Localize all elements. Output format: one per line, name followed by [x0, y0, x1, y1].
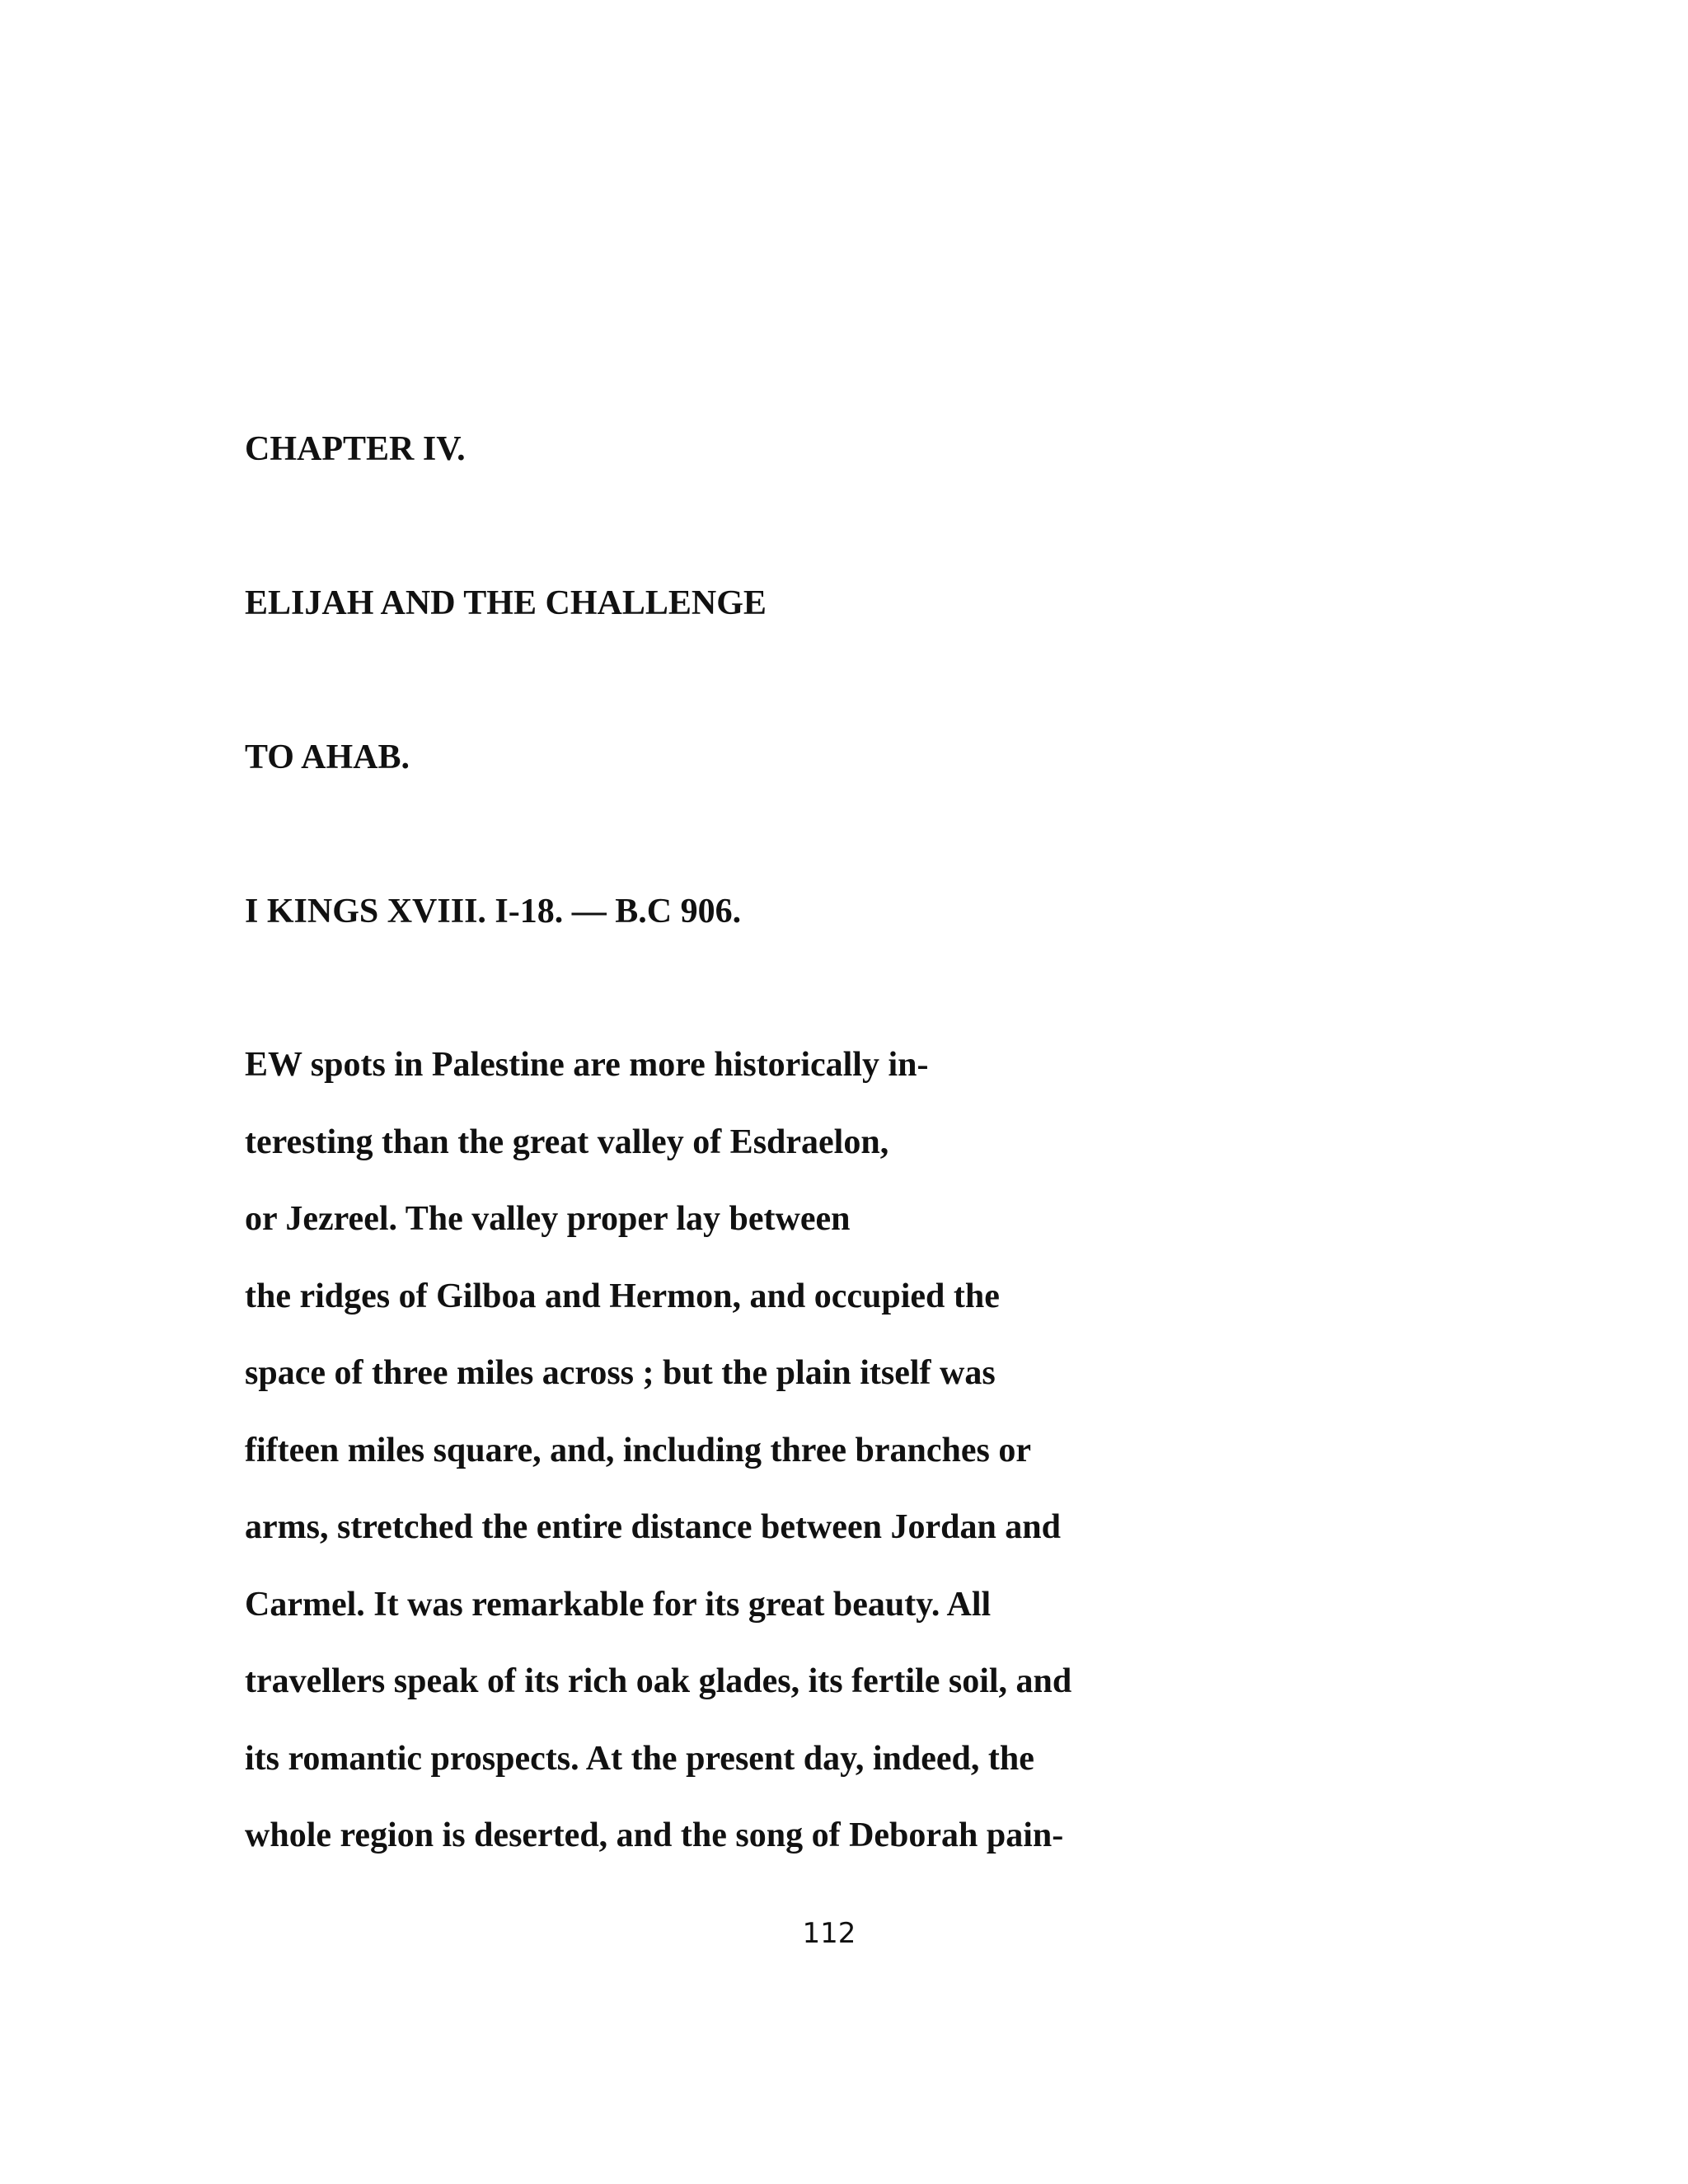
- body-line: or Jezreel. The valley proper lay between: [245, 1200, 851, 1238]
- body-line: its romantic prospects. At the present day, indeed, the: [245, 1740, 1034, 1778]
- body-line: EW spots in Palestine are more historically in-: [245, 1046, 929, 1084]
- body-line: arms, stretched the entire distance between Jordan and: [245, 1508, 1062, 1546]
- chapter-title-line-2: TO AHAB.: [245, 738, 410, 776]
- body-line: whole region is deserted, and the song of Deborah pain-: [245, 1816, 1064, 1854]
- body-line: Carmel. It was remarkable for its great beauty. All: [245, 1586, 992, 1624]
- body-line: space of three miles across ; but the plain itself was: [245, 1354, 996, 1392]
- body-line: teresting than the great valley of Esdraelon,: [245, 1123, 889, 1161]
- scripture-reference: I KINGS XVIII. I-18. — B.C 906.: [245, 893, 742, 930]
- body-line: the ridges of Gilboa and Hermon, and occupied the: [245, 1277, 1000, 1315]
- body-line: fifteen miles square, and, including three branches or: [245, 1432, 1031, 1469]
- body-line: travellers speak of its rich oak glades, its fertile soil, and: [245, 1662, 1072, 1700]
- page-number: 112: [802, 1917, 856, 1950]
- chapter-number: CHAPTER IV.: [245, 430, 466, 468]
- chapter-title-line-1: ELIJAH AND THE CHALLENGE: [245, 584, 767, 622]
